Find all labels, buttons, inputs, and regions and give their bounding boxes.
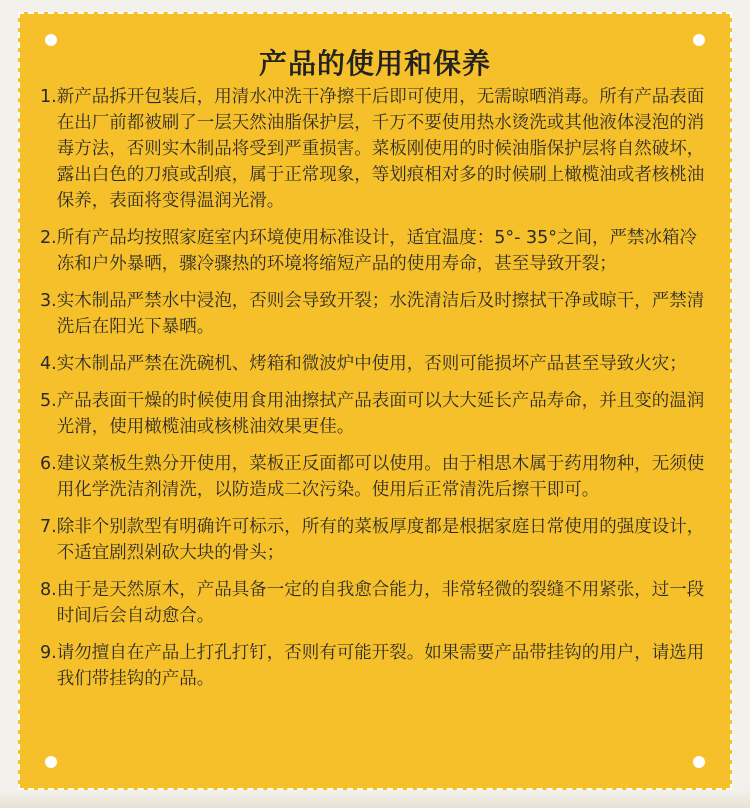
item-text: 产品表面干燥的时候使用食用油擦拭产品表面可以大大延长产品寿命，并且变的温润光滑，使用橄榄油或核桃油效果更佳。: [56, 391, 705, 437]
item-number: 6.: [40, 454, 57, 474]
item-number: 2.: [40, 228, 57, 248]
list-item: [40, 288, 710, 340]
list-item: [40, 351, 710, 377]
bottom-edge-strip: [0, 790, 750, 808]
item-text: 请勿擅自在产品上打孔打钉，否则有可能开裂。如果需要产品带挂钩的用户，请选用我们带挂钩的产品。: [56, 643, 705, 689]
item-number: 9.: [40, 643, 57, 663]
item-text: 实木制品严禁水中浸泡，否则会导致开裂；水洗清洁后及时擦拭干净或晾干，严禁清洗后在阳光下暴晒。: [56, 291, 705, 337]
item-number: 5.: [40, 391, 57, 411]
item-text: 由于是天然原木，产品具备一定的自我愈合能力，非常轻微的裂缝不用紧张，过一段时间后会自动愈合。: [56, 580, 705, 626]
item-number: 7.: [40, 517, 57, 537]
corner-hole-icon: [693, 756, 705, 768]
list-item: [40, 225, 710, 277]
item-text: 所有产品均按照家庭室内环境使用标准设计，适宜温度：5°- 35°之间，严禁冰箱冷冻和户外暴晒，骤冷骤热的环境将缩短产品的使用寿命，甚至导致开裂；: [56, 228, 697, 274]
item-text: 除非个别款型有明确许可标示，所有的菜板厚度都是根据家庭日常使用的强度设计，不适宜剧烈剁砍大块的骨头；: [56, 517, 705, 563]
list-item: [40, 514, 710, 566]
corner-hole-icon: [45, 756, 57, 768]
care-instructions-card: [18, 12, 732, 790]
item-text: 新产品拆开包装后，用清水冲洗干净擦干后即可使用，无需晾晒消毒。所有产品表面在出厂前都被刷了一层天然油脂保护层，千万不要使用热水烫洗或其他液体浸泡的消毒方法，否则实木制品将受到严重损害。菜板刚使用的时候油脂保护层将自然破坏，露出白色的刀痕或刮痕，属于正常现象，等划痕相对多的时候刷上橄榄油或者核桃油保养，表面将变得温润光滑。: [56, 87, 705, 211]
item-text: 实木制品严禁在洗碗机、烤箱和微波炉中使用，否则可能损坏产品甚至导致火灾；: [56, 354, 687, 374]
page-title: 产品的使用和保养: [258, 47, 491, 80]
item-number: 8.: [40, 580, 57, 600]
list-item: [40, 451, 710, 503]
list-item: [40, 84, 710, 214]
list-item: [40, 577, 710, 629]
instruction-list: [40, 84, 710, 703]
list-item: [40, 640, 710, 692]
item-number: 1.: [40, 87, 57, 107]
item-text: 建议菜板生熟分开使用，菜板正反面都可以使用。由于相思木属于药用物种，无须使用化学洗洁剂清洗，以防造成二次污染。使用后正常清洗后擦干即可。: [56, 454, 705, 500]
list-item: [40, 388, 710, 440]
item-number: 4.: [40, 354, 57, 374]
item-number: 3.: [40, 291, 57, 311]
